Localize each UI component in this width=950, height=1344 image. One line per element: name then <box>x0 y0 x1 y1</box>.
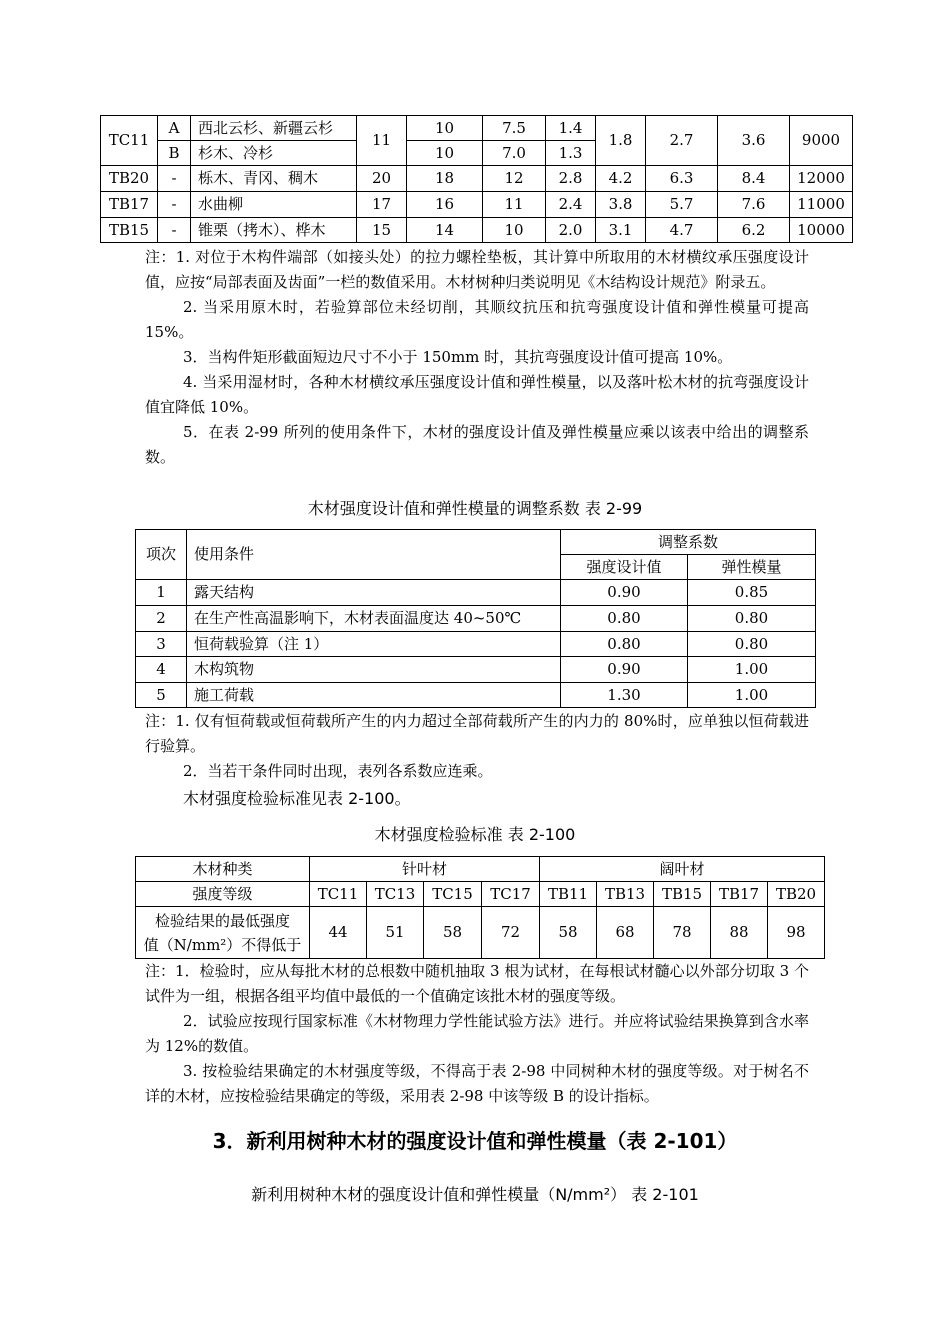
note-paragraph: 2．试验应按现行国家标准《木材物理力学性能试验方法》进行。并应将试验结果换算到含水率为 12%的数值。 <box>145 1012 809 1055</box>
table-row: 4 木构筑物 0.90 1.00 <box>136 657 816 683</box>
reference-line: 木材强度检验标准见表 2-100。 <box>183 789 411 808</box>
header-conifer: 针叶材 <box>310 857 540 882</box>
note-paragraph: 注：1. 对位于木构件端部（如接头处）的拉力螺栓垫板，其计算中所取用的木材横纹承压强度设计值，应按“局部表面及齿面”一栏的数值采用。木材树种归类说明见《木结构设计规范》附录五。 <box>145 248 809 291</box>
notes-block-2 <box>145 709 809 784</box>
inspection-standard-table: 木材种类 针叶材 阔叶材 强度等级 TC11 TC13 TC15 TC17 TB11 TB13 TB15 TB17 TB20 检验结果的最低强度 值（N/mm²）不得低于 44 51 58 72 58 68 78 88 98 <box>135 856 825 959</box>
table-row: TB20 - 栎木、青冈、稠木 20 18 12 2.8 4.2 6.3 8.4 12000 <box>101 166 853 192</box>
table-row: 检验结果的最低强度 值（N/mm²）不得低于 44 51 58 72 58 68 78 88 98 <box>136 907 825 959</box>
table-caption: 木材强度检验标准 表 2-100 <box>374 825 576 844</box>
table-row: 3 恒荷载验算（注 1） 0.80 0.80 <box>136 632 816 657</box>
note-paragraph: 3. 按检验结果确定的木材强度等级，不得高于表 2-98 中同树种木材的强度等级。对于树名不详的木材，应按检验结果确定的等级，采用表 2-98 中该等级 B 的设计指标。 <box>145 1062 809 1105</box>
header-kind: 木材种类 <box>136 857 310 882</box>
strength-table-top <box>100 115 853 243</box>
header-modulus: 弹性模量 <box>688 555 816 580</box>
notes-block-3 <box>145 959 809 1109</box>
table-row: 1 露天结构 0.90 0.85 <box>136 580 816 606</box>
table-row: TB15 - 锥栗（拷木）、桦木 15 14 10 2.0 3.1 4.7 6.2 10000 <box>101 218 853 243</box>
note-paragraph: 3．当构件矩形截面短边尺寸不小于 150mm 时，其抗弯强度设计值可提高 10%。 <box>183 348 733 366</box>
table-row: 5 施工荷载 1.30 1.00 <box>136 683 816 708</box>
note-paragraph: 4. 当采用湿材时，各种木材横纹承压强度设计值和弹性模量，以及落叶松木材的抗弯强度设计值宜降低 10%。 <box>145 373 809 416</box>
table-caption: 新利用树种木材的强度设计值和弹性模量（N/mm²） 表 2-101 <box>251 1185 699 1204</box>
section-heading: 3．新利用树种木材的强度设计值和弹性模量（表 2-101） <box>212 1129 738 1153</box>
table-row: 2 在生产性高温影响下，木材表面温度达 40~50℃ 0.80 0.80 <box>136 606 816 632</box>
note-paragraph: 2. 当采用原木时，若验算部位未经切削，其顺纹抗压和抗弯强度设计值和弹性模量可提高 15%。 <box>145 298 809 341</box>
header-factor: 调整系数 <box>561 530 816 555</box>
table-caption: 木材强度设计值和弹性模量的调整系数 表 2-99 <box>307 499 643 518</box>
note-paragraph: 注：1．检验时，应从每批木材的总根数中随机抽取 3 根为试材，在每根试材髓心以外部分切取 3 个试件为一组，根据各组平均值中最低的一个值确定该批木材的强度等级。 <box>145 962 809 1005</box>
header-index: 项次 <box>136 530 187 580</box>
note-paragraph: 2．当若干条件同时出现，表列各系数应连乘。 <box>183 762 493 780</box>
table-row: B 杉木、冷杉 10 7.0 1.3 <box>101 141 853 166</box>
note-paragraph: 5．在表 2-99 所列的使用条件下，木材的强度设计值及弹性模量应乘以该表中给出的调整系数。 <box>145 423 809 466</box>
header-condition: 使用条件 <box>187 530 561 580</box>
table-row: TB17 - 水曲柳 17 16 11 2.4 3.8 5.7 7.6 11000 <box>101 192 853 218</box>
note-paragraph: 注：1. 仅有恒荷载或恒荷载所产生的内力超过全部荷载所产生的内力的 80%时，应单独以恒荷载进行验算。 <box>145 712 809 755</box>
header-broadleaf: 阔叶材 <box>540 857 825 882</box>
table-row: TC11 A 西北云杉、新疆云杉 11 10 7.5 1.4 1.8 2.7 3.6 9000 <box>101 116 853 141</box>
header-strength: 强度设计值 <box>561 555 688 580</box>
notes-block-1 <box>145 245 809 470</box>
adjustment-factor-table <box>135 529 816 708</box>
header-grade: 强度等级 <box>136 882 310 907</box>
